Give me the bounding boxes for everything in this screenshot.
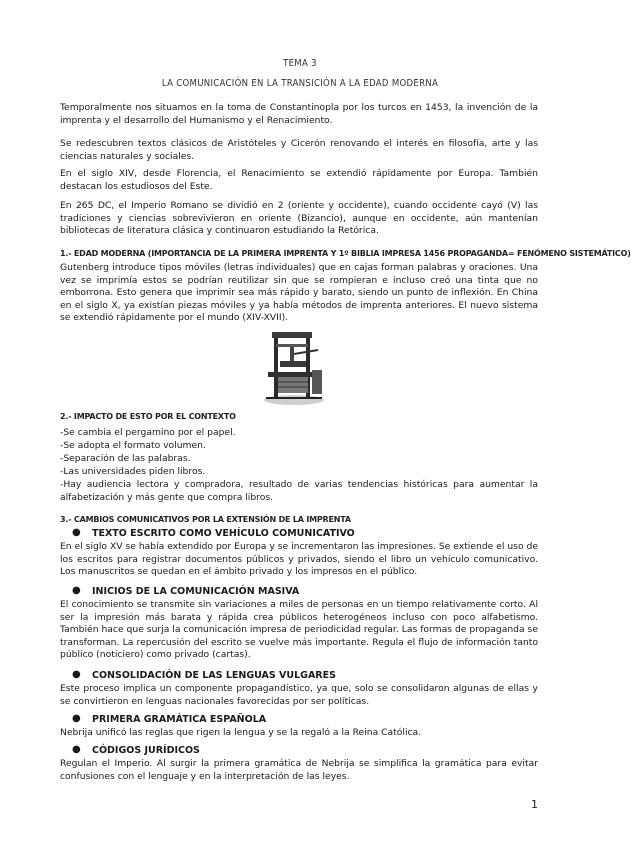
list-item: -Separación de las palabras. <box>60 453 191 464</box>
document-subtitle: LA COMUNICACIÓN EN LA TRANSICIÓN A LA EDAD MODERNA <box>161 78 439 89</box>
section-1-text: Gutenberg introduce tipos móviles (letras individuales) que en cajas forman palabras y oraciones. Una vez se imprimía estos se podrían reutilizar sin que se rompieran e incluso creó una tinta que no emborrona. Esto genera que imprimir sea más rápido y barato, siendo un punto de inflexión. En China en el siglo X, ya existían piezas móviles y ya había métodos de imprenta anteriores. El nuevo sistema se extendió rápidamente por el mundo (XIV-XVII). <box>60 262 538 324</box>
subsection-title: ● PRIMERA GRAMÁTICA ESPAÑOLA <box>72 713 267 725</box>
bullet-icon: ● <box>72 669 81 680</box>
bullet-icon: ● <box>72 744 81 755</box>
subsection-text: El conocimiento se transmite sin variaciones a miles de personas en un tiempo relativamente corto. Al ser la impresión más barata y rápida crea públicos heterogéneos incluso con poco alfabetismo. También hace que surja la comunicación impresa de periodicidad regular. Las formas de propaganda se transforman. La repercusión del escrito se vuelve más importante. Regula el flujo de información tanto público (noticiero) como privado (cartas). <box>60 599 538 661</box>
list-item: -Se cambia el pergamino por el papel. <box>60 427 236 438</box>
section-heading-2: 2.- IMPACTO DE ESTO POR EL CONTEXTO <box>60 412 236 421</box>
bullet-icon: ● <box>72 713 81 724</box>
intro-paragraph: Se redescubren textos clásicos de Aristóteles y Cicerón renovando el interés en filosofía, arte y las ciencias naturales y sociales. <box>60 138 538 162</box>
list-item: -Se adopta el formato volumen. <box>60 440 206 451</box>
intro-paragraph: Temporalmente nos situamos en la toma de Constantinopla por los turcos en 1453, la invención de la imprenta y el desarrollo del Humanismo y el Renacimiento. <box>60 102 538 126</box>
subsection-text: Nebrija unificó las reglas que rigen la lengua y se la regaló a la Reina Católica. <box>60 727 422 738</box>
subsection-title: ● INICIOS DE LA COMUNICACIÓN MASIVA <box>72 585 300 597</box>
subsection-title: ● CONSOLIDACIÓN DE LAS LENGUAS VULGARES <box>72 669 336 681</box>
subsection-text: En el siglo XV se había extendido por Europa y se incrementaron las impresiones. Se extiende el uso de los escritos para registrar documentos públicos y privados, siendo el libro un vehículo comunicativo. Los manuscritos se quedan en el ámbito privado y los impresos en el público. <box>60 541 538 578</box>
topic-label: TEMA 3 <box>283 58 317 69</box>
impact-list <box>60 426 538 504</box>
intro-paragraph: En el siglo XIV, desde Florencia, el Renacimiento se extendió rápidamente por Europa. También destacan los estudiosos del Este. <box>60 168 538 192</box>
subsection-title: ● TEXTO ESCRITO COMO VEHÍCULO COMUNICATIVO <box>72 527 355 539</box>
section-heading-3: 3.- CAMBIOS COMUNICATIVOS POR LA EXTENSIÓN DE LA IMPRENTA <box>60 515 351 524</box>
printing-press-icon <box>262 330 326 406</box>
subsection-title: ● CÓDIGOS JURÍDICOS <box>72 744 200 756</box>
bullet-icon: ● <box>72 585 81 596</box>
subsection-text: Regulan el Imperio. Al surgir la primera gramática de Nebrija se simplifica la gramática para evitar confusiones con el lenguaje y en la interpretación de las leyes. <box>60 758 538 782</box>
subsection-text: Este proceso implica un componente propagandístico, ya que, solo se consolidaron algunas de ellas y se convirtieron en lenguas nacionales favorecidas por ser políticas. <box>60 683 538 707</box>
page-number: 1 <box>531 798 538 811</box>
section-heading-1: 1.- EDAD MODERNA (IMPORTANCIA DE LA PRIMERA IMPRENTA Y 1º BIBLIA IMPRESA 1456 PROPAGANDA= FENÓMENO SISTEMÁTICO) <box>60 249 631 258</box>
list-item: -Las universidades piden libros. <box>60 466 206 477</box>
bullet-icon: ● <box>72 527 81 538</box>
list-item: -Hay audiencia lectora y compradora, resultado de varias tendencias históricas para aumentar la alfabetización y más gente que compra libros. <box>60 479 538 503</box>
intro-paragraph: En 265 DC, el Imperio Romano se dividió en 2 (oriente y occidente), cuando occidente cayó (V) las tradiciones y ciencias sobrevivieron en oriente (Bizancio), aunque en occidente, aún mantenían bibliotecas de literatura clásica y continuaron estudiando la Retórica. <box>60 200 538 237</box>
